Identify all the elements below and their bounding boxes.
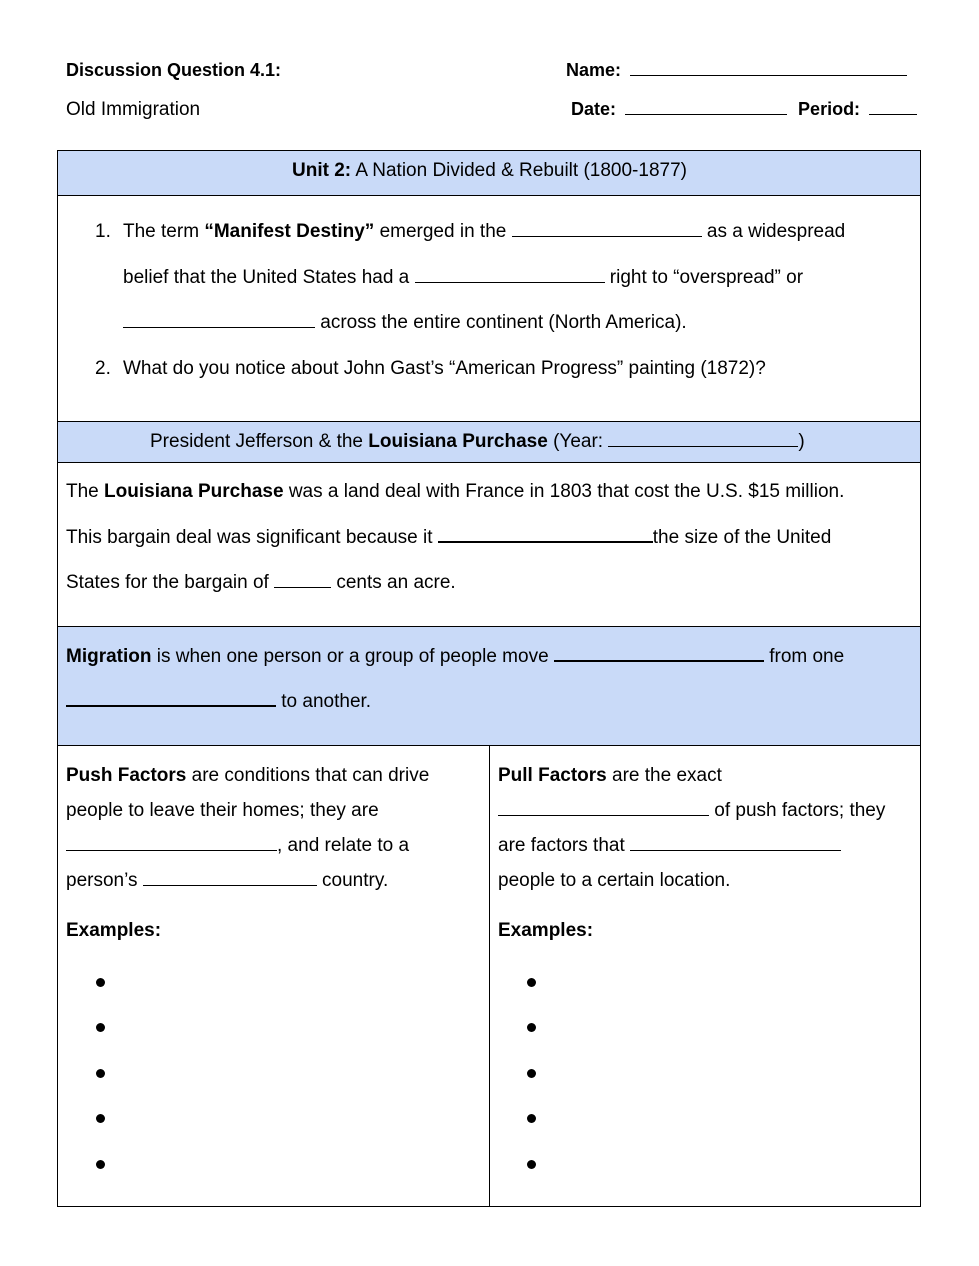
date-blank[interactable] — [625, 113, 787, 115]
pull-blank-2[interactable] — [630, 849, 841, 851]
question-1-line-2: belief that the United States had a right to “overspread” or — [123, 267, 804, 288]
push-bullet-5 — [96, 1160, 105, 1169]
worksheet-subtitle: Old Immigration — [66, 99, 201, 120]
push-bullet-2 — [96, 1023, 105, 1032]
migration-blank-1[interactable] — [554, 659, 764, 662]
pull-line-4: people to a certain location. — [498, 870, 731, 891]
push-line-2: people to leave their homes; they are — [66, 800, 379, 821]
q1-blank-3[interactable] — [123, 326, 315, 328]
push-bullet-4 — [96, 1114, 105, 1123]
name-label: Name: — [566, 60, 622, 80]
push-blank-1[interactable] — [66, 849, 277, 851]
push-bullet-3 — [96, 1069, 105, 1078]
push-line-1: Push Factors are conditions that can drive — [66, 765, 430, 786]
migration-box — [57, 626, 921, 746]
louisiana-header: President Jefferson & the Louisiana Purchase (Year: ) — [150, 431, 805, 452]
push-blank-2[interactable] — [143, 884, 317, 886]
pull-blank-1[interactable] — [498, 814, 709, 816]
migration-blank-2[interactable] — [66, 704, 276, 707]
question-2-text: What do you notice about John Gast’s “American Progress” painting (1872)? — [123, 358, 766, 379]
push-bullet-1 — [96, 978, 105, 987]
pull-line-3: are factors that — [498, 835, 841, 857]
pull-bullet-4 — [527, 1114, 536, 1123]
pull-bullet-1 — [527, 978, 536, 987]
unit-header — [0, 160, 979, 182]
q1-blank-2[interactable] — [415, 281, 605, 283]
pull-bullet-2 — [527, 1023, 536, 1032]
question-1-line-1: The term “Manifest Destiny” emerged in the as a widespread — [123, 221, 846, 242]
push-pull-divider — [489, 745, 490, 1207]
louisiana-line-3: States for the bargain of cents an acre. — [66, 572, 456, 593]
date-label: Date: — [571, 99, 617, 119]
period-blank[interactable] — [869, 113, 917, 115]
question-2-number: 2. — [95, 358, 111, 379]
pull-bullet-5 — [527, 1160, 536, 1169]
louisiana-line-2: This bargain deal was significant because it the size of the United — [66, 527, 832, 548]
q1-blank-1[interactable] — [512, 235, 702, 237]
question-1-line-3: across the entire continent (North America). — [123, 312, 687, 334]
louisiana-line-1: The Louisiana Purchase was a land deal with France in 1803 that cost the U.S. $15 million. — [66, 481, 845, 502]
date-row — [571, 99, 917, 120]
louisiana-blank-size[interactable] — [438, 540, 653, 543]
louisiana-year-blank[interactable] — [608, 445, 798, 447]
unit-title: A Nation Divided & Rebuilt (1800-1877) — [355, 160, 687, 181]
name-row — [566, 60, 907, 81]
migration-line-2: to another. — [66, 691, 371, 713]
question-1-number: 1. — [95, 221, 111, 242]
pull-line-2: of push factors; they — [498, 800, 885, 822]
push-examples-label: Examples: — [66, 920, 162, 941]
manifest-destiny-term: “Manifest Destiny” — [204, 221, 375, 242]
worksheet-title: Discussion Question 4.1: — [66, 60, 282, 80]
migration-line-1: Migration is when one person or a group of people move from one — [66, 646, 845, 667]
period-label: Period: — [798, 99, 861, 119]
unit-label: Unit 2: — [292, 160, 352, 181]
louisiana-blank-cents[interactable] — [274, 586, 331, 588]
pull-examples-label: Examples: — [498, 920, 594, 941]
pull-line-1: Pull Factors are the exact — [498, 765, 722, 786]
push-line-4: person’s country. — [66, 870, 389, 891]
name-blank[interactable] — [630, 74, 907, 76]
push-line-3: , and relate to a — [66, 835, 409, 857]
pull-bullet-3 — [527, 1069, 536, 1078]
